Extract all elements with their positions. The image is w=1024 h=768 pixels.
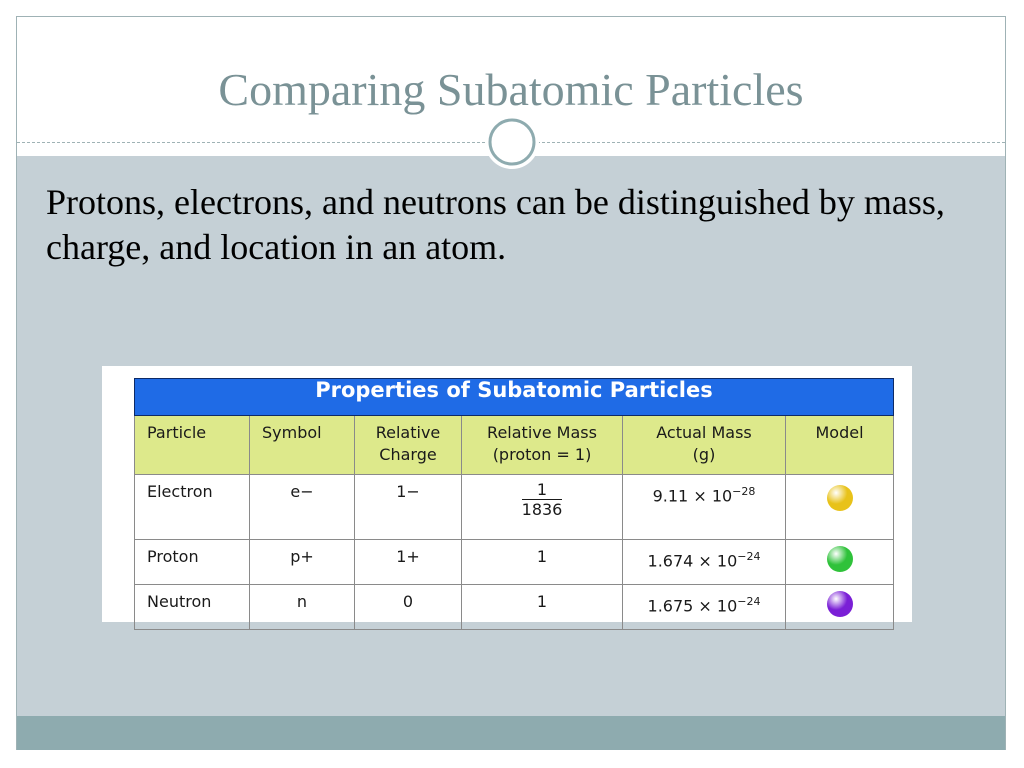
header-relative-charge: Relative Charge [355, 416, 462, 475]
table-row-neutron [135, 585, 894, 630]
cell-particle: Electron [135, 475, 250, 540]
cell-relative-charge: 1− [355, 475, 462, 540]
table-row-proton [135, 540, 894, 585]
cell-particle: Proton [135, 540, 250, 585]
cell-relative-mass: 1 [462, 585, 623, 630]
cell-model [786, 475, 894, 540]
cell-actual-mass: $1.674 \times 10^{-24}$ [623, 540, 786, 585]
header-actual-mass: Actual Mass (g) [623, 416, 786, 475]
neutron-model-ball-icon [827, 591, 853, 617]
circle-ornament-icon [480, 114, 544, 170]
table-row-electron [135, 475, 894, 540]
cell-model [786, 585, 894, 630]
relative-mass-fraction [522, 481, 563, 519]
header-relative-mass: Relative Mass (proton = 1) [462, 416, 623, 475]
cell-particle: Neutron [135, 585, 250, 630]
electron-model-ball-icon [827, 485, 853, 511]
header-particle: Particle [135, 416, 250, 475]
table-image-panel [102, 366, 912, 622]
cell-symbol: p+ [250, 540, 355, 585]
header-model: Model [786, 416, 894, 475]
cell-relative-charge: 0 [355, 585, 462, 630]
cell-relative-charge: 1+ [355, 540, 462, 585]
table-caption: Properties of Subatomic Particles [135, 379, 894, 416]
header-symbol: Symbol [250, 416, 355, 475]
cell-relative-mass [462, 475, 623, 540]
cell-relative-mass: 1 [462, 540, 623, 585]
fraction-denominator: 1836 [521, 500, 563, 519]
cell-symbol: e− [250, 475, 355, 540]
proton-model-ball-icon [827, 546, 853, 572]
cell-symbol: n [250, 585, 355, 630]
slide-title: Comparing Subatomic Particles [218, 64, 804, 115]
cell-model [786, 540, 894, 585]
cell-actual-mass: $1.675 \times 10^{-24}$ [623, 585, 786, 630]
footer-bar [17, 716, 1005, 750]
body-paragraph: Protons, electrons, and neutrons can be distinguished by mass, charge, and location in an atom. [46, 182, 945, 267]
properties-table [134, 378, 894, 630]
fraction-numerator: 1 [536, 480, 548, 499]
cell-actual-mass: $9.11 \times 10^{-28}$ [623, 475, 786, 540]
